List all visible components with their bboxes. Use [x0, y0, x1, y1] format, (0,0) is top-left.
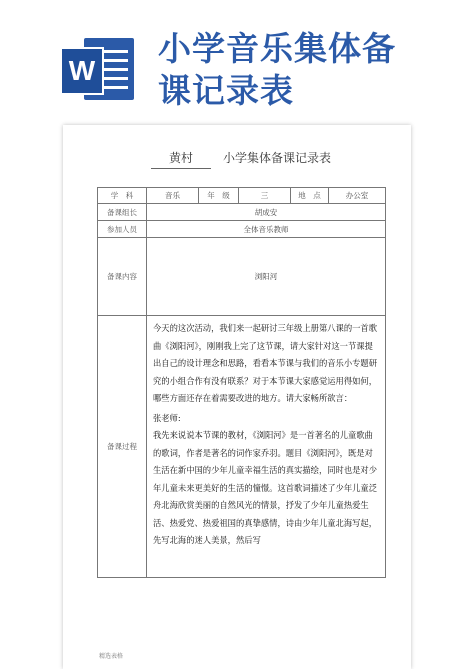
process-speech: 我先来说说本节课的教材，《浏阳河》是一首著名的儿童歌曲的歌词，作者是著名的词作家乔羽。题目《浏阳河》，既是对生活在新中国的少年儿童幸福生活的真实描绘，同时也是对少年儿童未来更美好的生活的憧憬。这首歌词描述了少年儿童泛舟北海欣赏美丽的自然风光的情景，抒发了少年儿童热爱生活、热爱党、热爱祖国的真挚感情，诗由少年儿童北海写起，先写北海的迷人美景，然后写	[153, 430, 378, 545]
process-content	[147, 316, 386, 578]
location-value: 办公室	[329, 188, 386, 204]
word-icon-letter: W	[60, 47, 104, 95]
table-row	[98, 221, 386, 238]
table-row	[98, 188, 386, 204]
banner	[0, 0, 474, 120]
participants-label: 参加人员	[98, 221, 147, 238]
village-name: 黄村	[151, 149, 211, 169]
subject-value: 音乐	[147, 188, 199, 204]
grade-value: 三	[239, 188, 291, 204]
form-heading	[63, 149, 411, 169]
leader-label: 备课组长	[98, 204, 147, 221]
table-row	[98, 316, 386, 578]
content-label: 备课内容	[98, 238, 147, 316]
lesson-record-table	[97, 187, 386, 578]
process-speaker: 张老师:	[153, 412, 181, 423]
process-intro: 今天的这次活动，我们来一起研讨三年级上册第八课的一首歌曲《浏阳河》，刚刚我上完了这节课，请大家针对这一节课提出自己的设计理念和思路，看看本节课与我们的音乐小专题研究的小组合作有没有联系？对于本节课大家感觉运用得如何，哪些方面还存在着需要改进的地方。请大家畅所欲言：	[153, 323, 378, 403]
process-label: 备课过程	[98, 316, 147, 578]
table-row	[98, 238, 386, 316]
document-page	[63, 125, 411, 669]
location-label: 地 点	[291, 188, 329, 204]
table-row	[98, 204, 386, 221]
footer-note: 精选表格	[99, 653, 124, 660]
banner-title-line2: 课记录表	[158, 71, 294, 110]
grade-label: 年 级	[199, 188, 239, 204]
subject-label: 学 科	[98, 188, 147, 204]
banner-title	[158, 28, 458, 112]
word-document-icon	[60, 38, 134, 100]
content-value: 浏阳河	[147, 238, 386, 316]
participants-value: 全体音乐教师	[147, 221, 386, 238]
banner-title-line1: 小学音乐集体备	[158, 29, 396, 68]
leader-value: 胡成安	[147, 204, 386, 221]
form-title: 小学集体备课记录表	[223, 151, 332, 165]
